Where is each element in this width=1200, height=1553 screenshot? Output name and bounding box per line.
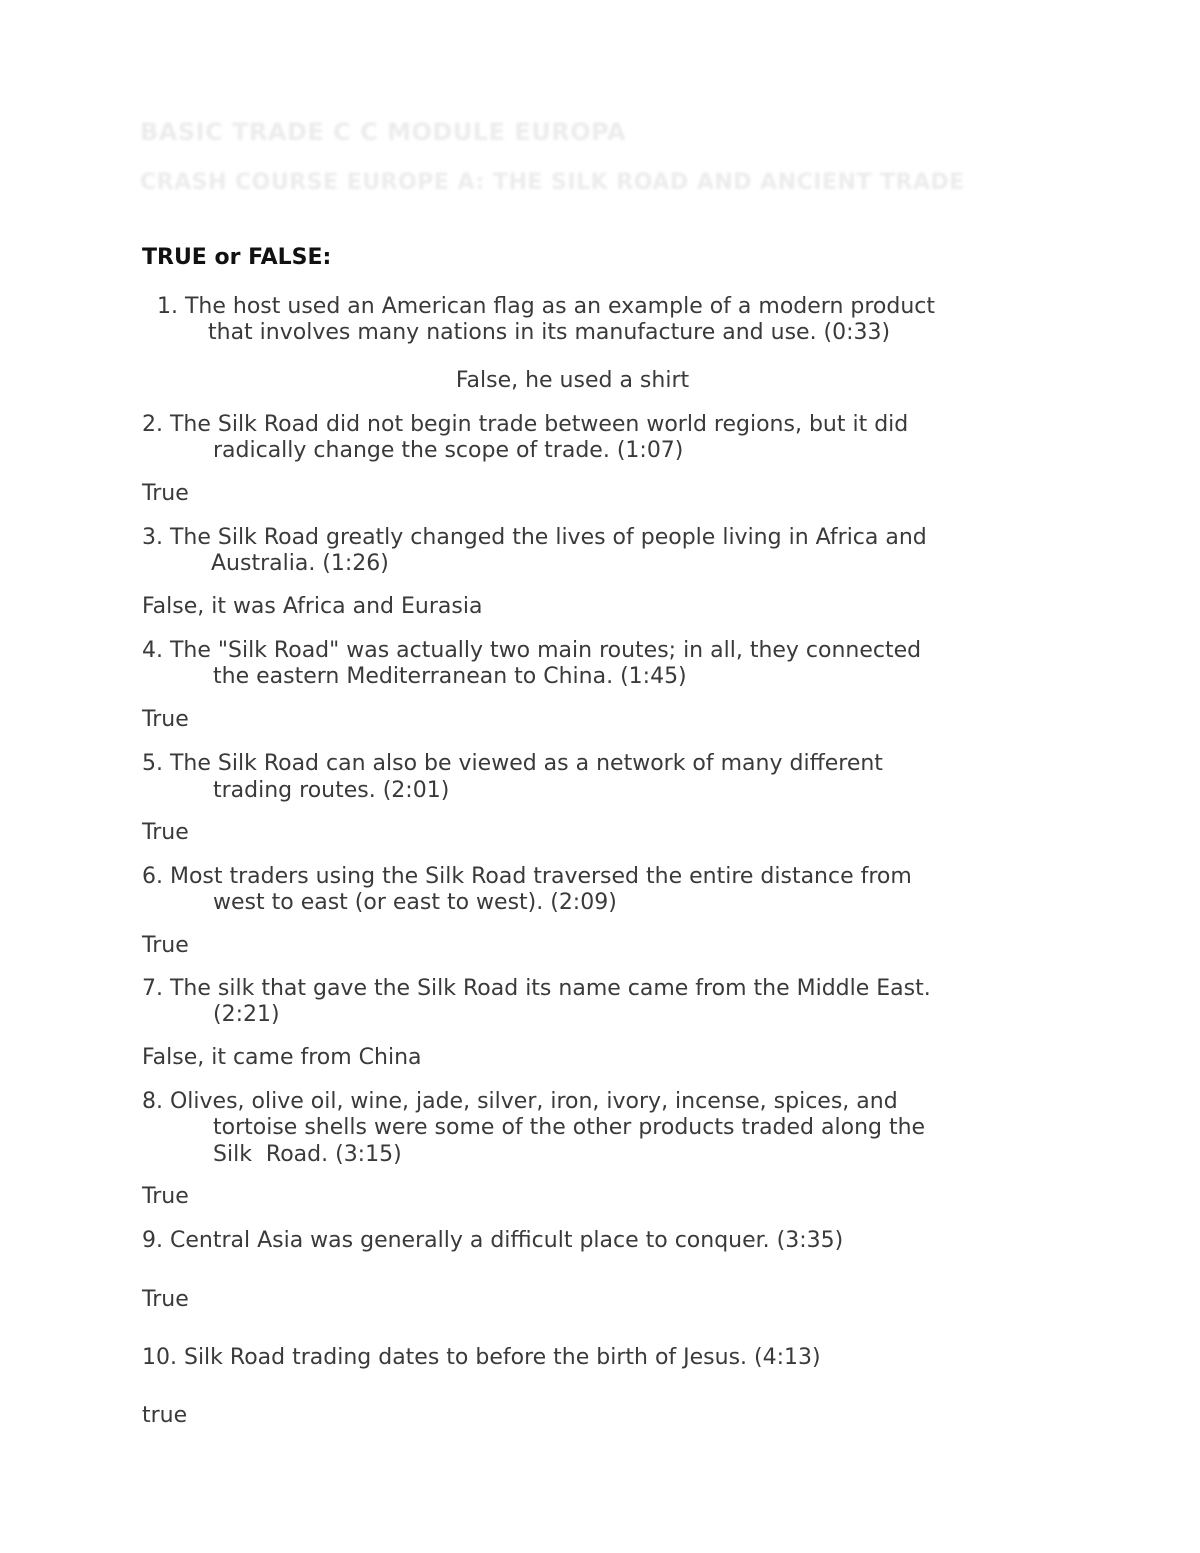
answer-10: true (142, 1403, 188, 1428)
question-3-line-1: 3. The Silk Road greatly changed the lives of people living in Africa and (142, 525, 927, 550)
question-1-line-1: 1. The host used an American flag as an example of a modern product (157, 294, 935, 319)
answer-5: True (142, 820, 189, 845)
answer-1: False, he used a shirt (455, 368, 690, 393)
question-7-line-1: 7. The silk that gave the Silk Road its name came from the Middle East. (142, 976, 931, 1001)
answer-9: True (142, 1287, 189, 1312)
question-8-line-1: 8. Olives, olive oil, wine, jade, silver, iron, ivory, incense, spices, and (142, 1089, 898, 1114)
answer-8: True (142, 1184, 189, 1209)
question-5-line-1: 5. The Silk Road can also be viewed as a network of many different (142, 751, 883, 776)
question-4-line-1: 4. The "Silk Road" was actually two main routes; in all, they connected (142, 638, 922, 663)
question-5-line-2: trading routes. (2:01) (213, 778, 450, 803)
question-6-line-2: west to east (or east to west). (2:09) (213, 890, 617, 915)
question-9-line-1: 9. Central Asia was generally a difficult place to conquer. (3:35) (142, 1228, 844, 1253)
answer-2: True (142, 481, 189, 506)
section-heading: TRUE or FALSE: (142, 245, 332, 270)
answer-4: True (142, 707, 189, 732)
question-1-line-2: that involves many nations in its manufacture and use. (0:33) (208, 320, 891, 345)
question-2-line-2: radically change the scope of trade. (1:07) (213, 438, 684, 463)
question-2-line-1: 2. The Silk Road did not begin trade between world regions, but it did (142, 412, 909, 437)
question-6-line-1: 6. Most traders using the Silk Road traversed the entire distance from (142, 864, 912, 889)
answer-6: True (142, 933, 189, 958)
answer-7: False, it came from China (142, 1045, 422, 1070)
faded-header-line-1: BASIC TRADE C C MODULE EUROPA (140, 118, 627, 146)
question-7-line-2: (2:21) (213, 1002, 280, 1027)
question-4-line-2: the eastern Mediterranean to China. (1:45) (213, 664, 687, 689)
faded-header-line-2: CRASH COURSE EUROPE A: THE SILK ROAD AND ANCIENT TRADE (140, 170, 965, 195)
question-10-line-1: 10. Silk Road trading dates to before the birth of Jesus. (4:13) (142, 1345, 821, 1370)
answer-3: False, it was Africa and Eurasia (142, 594, 483, 619)
question-3-line-2: Australia. (1:26) (211, 551, 389, 576)
question-8-line-2: tortoise shells were some of the other products traded along the (213, 1115, 926, 1140)
question-8-line-3: Silk Road. (3:15) (213, 1142, 402, 1167)
